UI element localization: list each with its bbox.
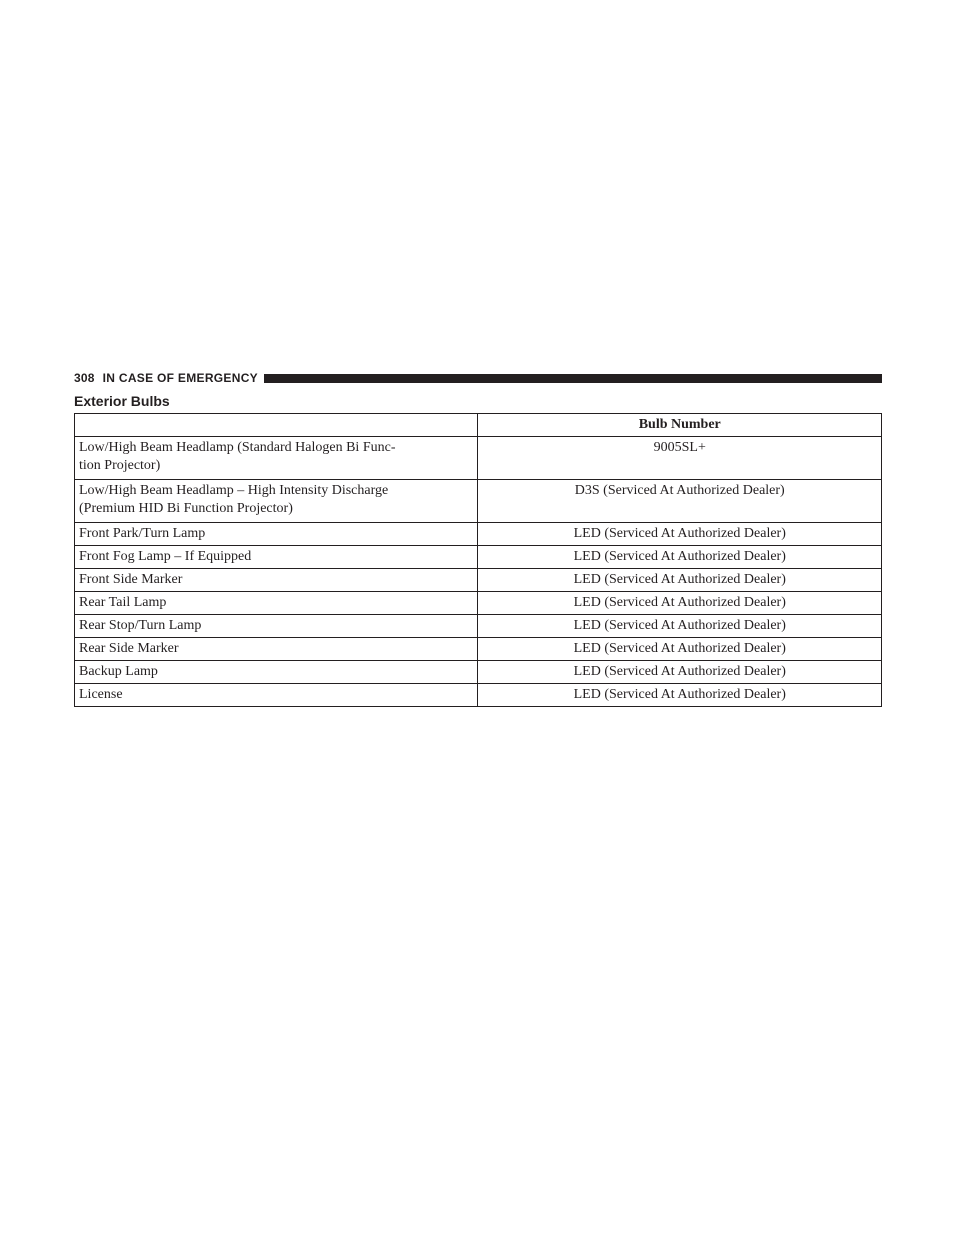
- bulb-number: D3S (Serviced At Authorized Dealer): [478, 480, 882, 523]
- bulb-item-line: Low/High Beam Headlamp – High Intensity Discharge: [79, 483, 389, 498]
- bulb-number: LED (Serviced At Authorized Dealer): [478, 615, 882, 638]
- table-row: [75, 592, 882, 615]
- bulb-item: Rear Side Marker: [75, 638, 478, 661]
- page-header: [74, 369, 882, 387]
- table-row: [75, 661, 882, 684]
- section-name: IN CASE OF EMERGENCY: [102, 371, 258, 385]
- bulb-item-line: (Premium HID Bi Function Projector): [79, 501, 293, 516]
- header-rule: [264, 374, 882, 383]
- table-row: [75, 437, 882, 480]
- table-row: [75, 546, 882, 569]
- bulb-item: Front Fog Lamp – If Equipped: [75, 546, 478, 569]
- section-title: Exterior Bulbs: [74, 393, 170, 409]
- bulb-item: [75, 480, 478, 523]
- bulb-item: Backup Lamp: [75, 661, 478, 684]
- bulb-number: LED (Serviced At Authorized Dealer): [478, 684, 882, 707]
- bulb-number: LED (Serviced At Authorized Dealer): [478, 523, 882, 546]
- column-header-bulb-number: Bulb Number: [478, 414, 882, 437]
- bulb-table: [74, 413, 882, 707]
- column-header-item: [75, 414, 478, 437]
- bulb-item: Front Side Marker: [75, 569, 478, 592]
- bulb-number: LED (Serviced At Authorized Dealer): [478, 546, 882, 569]
- table-row: [75, 569, 882, 592]
- bulb-item-line: Low/High Beam Headlamp (Standard Halogen Bi Func-: [79, 440, 396, 455]
- bulb-number: LED (Serviced At Authorized Dealer): [478, 592, 882, 615]
- page-number: 308: [74, 371, 95, 385]
- bulb-item-line: tion Projector): [79, 458, 161, 473]
- table-row: [75, 480, 882, 523]
- table-row: [75, 684, 882, 707]
- table-row: [75, 638, 882, 661]
- bulb-item: License: [75, 684, 478, 707]
- table-header-row: [75, 414, 882, 437]
- bulb-item: Rear Stop/Turn Lamp: [75, 615, 478, 638]
- bulb-number: 9005SL+: [478, 437, 882, 480]
- bulb-item: Rear Tail Lamp: [75, 592, 478, 615]
- bulb-item: [75, 437, 478, 480]
- table-row: [75, 615, 882, 638]
- bulb-item: Front Park/Turn Lamp: [75, 523, 478, 546]
- table-row: [75, 523, 882, 546]
- bulb-number: LED (Serviced At Authorized Dealer): [478, 569, 882, 592]
- bulb-number: LED (Serviced At Authorized Dealer): [478, 661, 882, 684]
- bulb-number: LED (Serviced At Authorized Dealer): [478, 638, 882, 661]
